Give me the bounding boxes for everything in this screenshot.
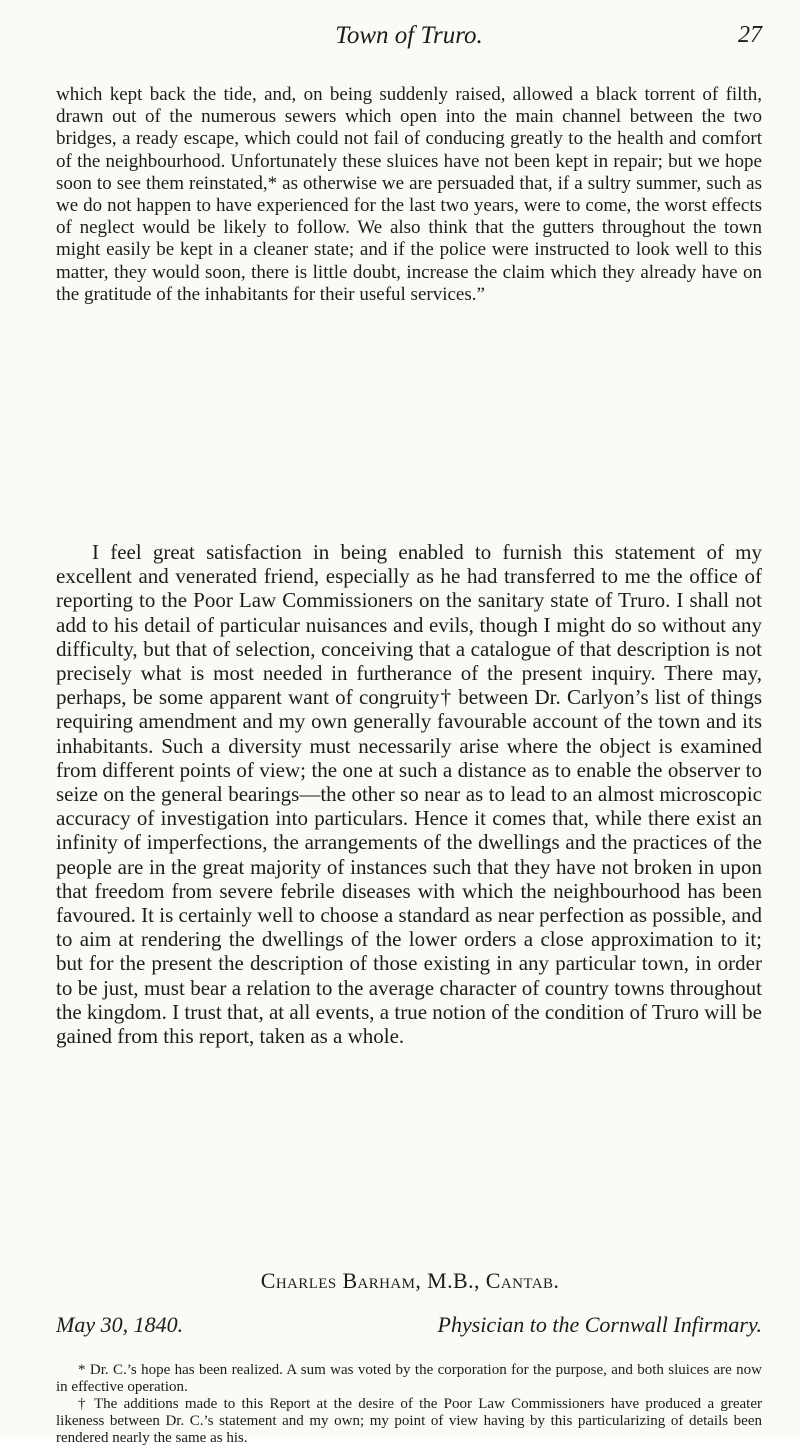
running-title: Town of Truro. — [335, 22, 483, 49]
body-paragraph-continued: which kept back the tide, and, on being suddenly raised, allowed a black torrent of filth, drawn out of the numerous sewers which open into the main channel between the two bridges, a ready escape, which could not fail of conducing greatly to the health and comfort of the neighbourhood. Unfortunately these sluices have not been kept in repair; but we hope soon to see them reinstated,* as otherwise we are persuaded that, if a sultry summer, such as we do not happen to have experienced for the last two years, were to come, the worst effects of neglect would be likely to follow. We also think that the gutters throughout the town might easily be kept in a cleaner state; and if the police were instructed to look well to this matter, they would soon, there is little doubt, increase the claim which they already have on the gratitude of the inhabitants for their useful services.” — [56, 84, 762, 305]
body-paragraph-main-text: I feel great satisfaction in being enabled to furnish this statement of my excellent and venerated friend, especially as he had transferred to me the office of reporting to the Poor Law Commissioners on the sanitary state of Truro. I shall not add to his detail of particular nuisances and evils, though I might do so without any difficulty, but that of selection, conceiving that a catalogue of that description is not precisely what is most needed in furtherance of the present inquiry. There may, perhaps, be some apparent want of congruity† between Dr. Carlyon’s list of things requiring amendment and my own generally favourable account of the town and its inhabitants. Such a diversity must necessarily arise where the object is examined from different points of view; the one at such a distance as to enable the observer to seize on the general bearings—the other so near as to lead to an almost microscopic accuracy of investigation into particulars. Hence it comes that, while there exist an infinity of imperfections, the arrangements of the dwellings and the practices of the people are in the great majority of instances such that they have not broken in upon that freedom from severe febrile diseases with which the neighbourhood has been favoured. It is certainly well to choose a standard as near perfection as possible, and to aim at rendering the dwellings of the lower orders a close approximation to it; but for the present the description of those existing in any particular town, in order to be just, must bear a relation to the average character of country towns throughout the kingdom. I trust that, at all events, a true notion of the condition of Truro will be gained from this report, taken as a whole. — [56, 540, 762, 1049]
signature-position: Physician to the Cornwall Infirmary. — [437, 1312, 762, 1337]
page-number: 27 — [738, 22, 762, 48]
footnotes — [56, 1362, 762, 1447]
signature-date: May 30, 1840. — [56, 1312, 184, 1337]
body-paragraph-main — [56, 540, 762, 1048]
footnote-asterisk: * Dr. C.’s hope has been realized. A sum was voted by the corporation for the purpose, and both sluices are now in effective operation. — [56, 1362, 762, 1395]
signature-name: Charles Barham, M.B., Cantab. — [260, 1268, 560, 1293]
running-header — [56, 22, 762, 62]
footnote-dagger: † The additions made to this Report at the desire of the Poor Law Commissioners have produced a greater likeness between Dr. C.’s statement and my own; my point of view having by this particularizing of details been rendered nearly the same as his. — [56, 1396, 762, 1446]
